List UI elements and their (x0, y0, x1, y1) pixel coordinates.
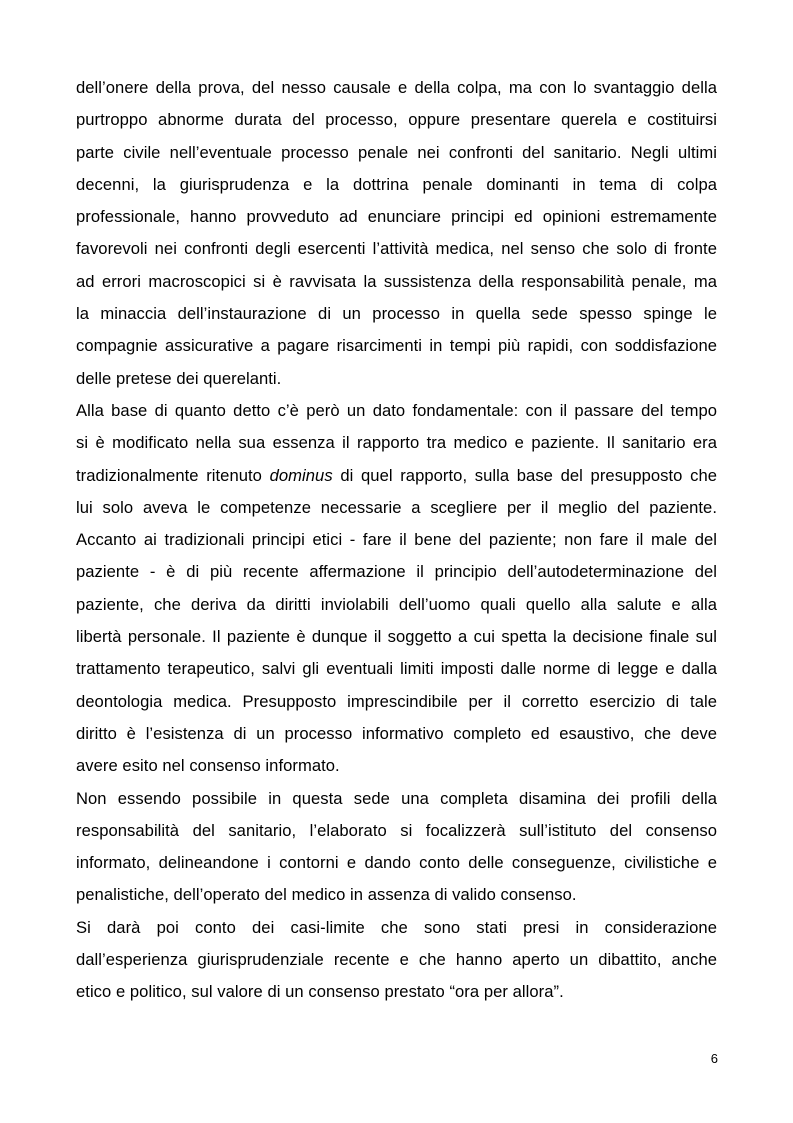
text-line: dell’onere della prova, del nesso causale e della colpa, ma con lo svantaggio della (76, 78, 717, 97)
text-line: deontologia medica. Presupposto imprescindibile per il corretto esercizio di tale (76, 691, 717, 711)
text-line: penalistiche, dell’operato del medico in assenza di valido consenso. (76, 885, 577, 905)
text-line: trattamento terapeutico, salvi gli eventuali limiti imposti dalle norme di legge e dalla (76, 659, 717, 679)
paragraph-1 (76, 72, 717, 395)
paragraph-2 (76, 395, 717, 783)
text-line: diritto è l’esistenza di un processo informativo completo ed esaustivo, che deve (76, 723, 717, 743)
italic-term: dominus (269, 465, 333, 485)
text-line (76, 460, 717, 492)
text-line: delle pretese dei querelanti. (76, 368, 282, 388)
text-line: avere esito nel consenso informato. (76, 756, 340, 776)
text-fragment: di quel rapporto, sulla base del presupposto che (332, 465, 717, 485)
text-line: etico e politico, sul valore di un consenso prestato “ora per allora”. (76, 982, 564, 1002)
text-line: informato, delineandone i contorni e dando conto delle conseguenze, civilistiche e (76, 853, 717, 873)
text-line: ad errori macroscopici si è ravvisata la sussistenza della responsabilità penale, ma (76, 271, 717, 291)
text-line: purtroppo abnorme durata del processo, oppure presentare querela e costituirsi (76, 110, 717, 130)
text-line: paziente - è di più recente affermazione il principio dell’autodeterminazione del (76, 562, 717, 582)
paragraph-3 (76, 783, 717, 912)
text-line: dall’esperienza giurisprudenziale recente e che hanno aperto un dibattito, anche (76, 950, 717, 970)
text-line: lui solo aveva le competenze necessarie a scegliere per il meglio del paziente. (76, 497, 717, 517)
text-line: compagnie assicurative a pagare risarcimenti in tempi più rapidi, con soddisfazione (76, 336, 717, 356)
text-line: Si darà poi conto dei casi-limite che sono stati presi in considerazione (76, 917, 717, 937)
text-line: professionale, hanno provveduto ad enunciare principi ed opinioni estremamente (76, 207, 717, 227)
text-line: paziente, che deriva da diritti inviolabili dell’uomo quali quello alla salute e alla (76, 594, 717, 614)
text-line: decenni, la giurisprudenza e la dottrina penale dominanti in tema di colpa (76, 174, 717, 194)
text-line: favorevoli nei confronti degli esercenti l’attività medica, nel senso che solo di fronte (76, 239, 717, 259)
paragraph-4 (76, 912, 717, 1009)
text-line: responsabilità del sanitario, l’elaborato si focalizzerà sull’istituto del consenso (76, 820, 717, 840)
text-line: si è modificato nella sua essenza il rapporto tra medico e paziente. Il sanitario era (76, 433, 717, 453)
document-body (76, 72, 717, 1009)
page-number: 6 (710, 1051, 718, 1066)
text-line: Accanto ai tradizionali principi etici - fare il bene del paziente; non fare il male del (76, 530, 717, 550)
text-fragment: tradizionalmente ritenuto (76, 465, 270, 485)
text-line: Non essendo possibile in questa sede una completa disamina dei profili della (76, 788, 717, 808)
text-line: libertà personale. Il paziente è dunque il soggetto a cui spetta la decisione finale sul (76, 627, 717, 647)
text-line: parte civile nell’eventuale processo penale nei confronti del sanitario. Negli ultimi (76, 142, 717, 162)
text-line: Alla base di quanto detto c’è però un dato fondamentale: con il passare del tempo (76, 400, 717, 420)
text-line: la minaccia dell’instaurazione di un processo in quella sede spesso spinge le (76, 304, 717, 324)
